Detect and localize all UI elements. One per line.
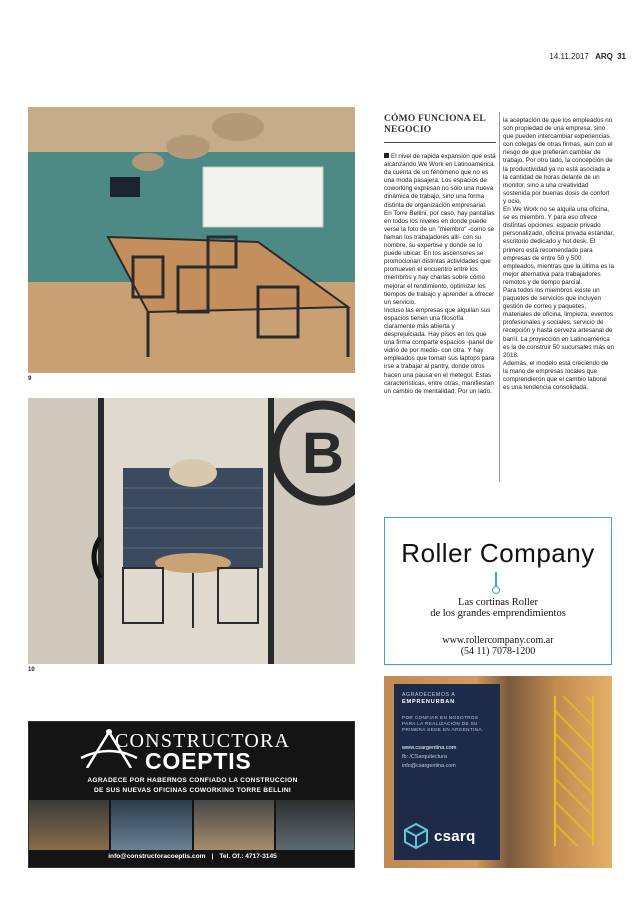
article-paragraph: El nivel de rapida expansión que está alcanzando We Work en Latinoamérica da cuenta de un fenómeno que no es una moda pasajera. Los espacios de coworking expresan no sólo una nueva dinámica de trabajo, sino una forma distinta de organización empresarial. — [384, 153, 496, 209]
coeptis-photo — [194, 800, 274, 850]
column-divider — [499, 112, 500, 482]
article-paragraph: Además, el modelo está creciendo de la mano de empresas locales que comprendieron que el cambio laboral es una tendencia consolidada. — [503, 359, 609, 392]
roller-pull-icon — [492, 586, 500, 594]
coeptis-photo — [276, 800, 355, 850]
header-page-number: 31 — [617, 52, 626, 61]
article-paragraph: Para todos los miembros existe un paquetes de servicios que incluyen gestión de correo y paquetes, materiales de oficina, limpieza, eventos profesionales y sociales, servicio de recepción y hasta cerveza artesanal de barril. La proyección en Latinoamérica es la de construir 50 sucursales más en 2018. — [503, 286, 614, 359]
scaffold-illustration — [554, 696, 594, 846]
roller-tagline-2: de los grandes emprendimientos — [430, 608, 566, 619]
csarq-website: www.csargentina.com — [402, 745, 457, 751]
coeptis-phone: Tel. Of.: 4717-3145 — [219, 853, 277, 860]
csarq-email: info@csargentina.com — [402, 763, 456, 769]
photo-meeting-room — [28, 107, 355, 373]
coeptis-photo — [29, 800, 109, 850]
csarq-confidence-text: POR CONFIAR EN NOSOTROS PARA LA REALIZACIÓN DE SU PRIMERA SEDE EN ARGENTINA. — [402, 715, 484, 732]
meeting-room-illustration — [28, 107, 355, 373]
coeptis-contact — [29, 853, 355, 860]
csarq-ad — [384, 676, 612, 868]
article-column-2 — [503, 117, 614, 392]
article-column-1 — [384, 153, 496, 396]
coeptis-separator: | — [211, 853, 214, 860]
csarq-thanks: AGRADECEMOS A — [402, 692, 456, 698]
csarq-cube-icon — [402, 822, 430, 850]
coeptis-email: info@constructoracoeptis.com — [108, 853, 206, 860]
csarq-logo — [402, 822, 476, 850]
header-date: 14.11.2017 — [549, 52, 589, 61]
paragraph-bullet-icon — [384, 153, 389, 158]
svg-text:B: B — [302, 421, 344, 486]
coeptis-photo — [111, 800, 191, 850]
roller-tagline-1: Las cortinas Roller — [458, 597, 538, 608]
coeptis-thanks-line-1: AGRADECE POR HABERNOS CONFIADO LA CONSTRUCCION — [87, 777, 298, 784]
constructora-coeptis-ad — [28, 721, 355, 868]
roller-company-ad — [384, 517, 612, 665]
header-publication: ARQ — [595, 52, 613, 61]
roller-company-logo: Roller Company — [401, 538, 595, 568]
title-rule — [384, 142, 496, 143]
roller-website: www.rollercompany.com.ar — [442, 635, 554, 646]
article-paragraph: En Torre Bellini, por caso, hay pantallas en todos los niveles en donde puede verse la foto de un "miembro" -como se llaman los trabajadores allí- con su nombre, su expertise y donde se lo puede ubicar. En los ascensores se promocionan distintas actividades que promueven el encuentro entre los miembros y hay charlas sobre cómo mejorar el rendimiento, optimizar los tiempos de trabajo y aprender a ofrecer un servicio. — [384, 209, 495, 306]
caption-photo-10: 10 — [28, 667, 35, 673]
glass-room-illustration — [28, 398, 355, 664]
roller-phone: (54 11) 7078-1200 — [460, 646, 536, 657]
coeptis-brand-line-2: COEPTIS — [145, 748, 252, 774]
page-header — [549, 52, 626, 61]
csarq-client: EMPRENURBAN — [402, 699, 455, 705]
csarq-info-panel — [394, 684, 500, 860]
coeptis-brand-line-1: CONSTRUCTORA — [115, 730, 291, 752]
article-section-title: CÓMO FUNCIONA EL NEGOCIO — [384, 114, 486, 135]
coeptis-thanks-line-2: DE SUS NUEVAS OFICINAS COWORKING TORRE BELLINI — [93, 787, 292, 794]
caption-photo-9: 9 — [28, 376, 32, 382]
coeptis-photo-strip — [29, 800, 355, 850]
article-paragraph: En We Work no se alquila una oficina, se es miembro. Y para eso ofrece distintas opciones: espacio privado personalizado, oficina privada estándar, escritorio dedicado y hot desk. El primero está recomendado para empresas de entre 50 y 500 empleados, mientras que la última es la mejor alternativa para trabajadores remotos y de tiempo parcial. — [503, 206, 614, 286]
csarq-facebook: fb: /CSarquitectura — [402, 754, 447, 760]
photo-glass-meeting-room — [28, 398, 355, 664]
article-paragraph: la aceptación de que los empleados no son propiedad de una empresa, sino que pueden intercambiar experiencias con colegas de otras firmas, aún con el riesgo de que prefieran cambiar de trabajo. Por otro lado, la concepción de la productividad ya no está asociada a la cantidad de horas delante de un monitor, sino a una creatividad sostenida por buenas dosis de confort y ocio. — [503, 117, 613, 205]
csarq-wordmark: csarq — [434, 827, 476, 845]
article-paragraph: Incluso las empresas que alquilan sus espacios tienen una filosofía claramente más abierta y desprejuiciada. Hay pisos en los que una firma comparte espacios -panel de vidrio de por medio- con otra. Y hay empleados que toman sus laptops para irse a trabajar al pantry, donde otros hacen una pausa en el metegol. Estas características, entre otras, manifiestan un cambio de mentalidad. Por un lado, — [384, 306, 495, 395]
